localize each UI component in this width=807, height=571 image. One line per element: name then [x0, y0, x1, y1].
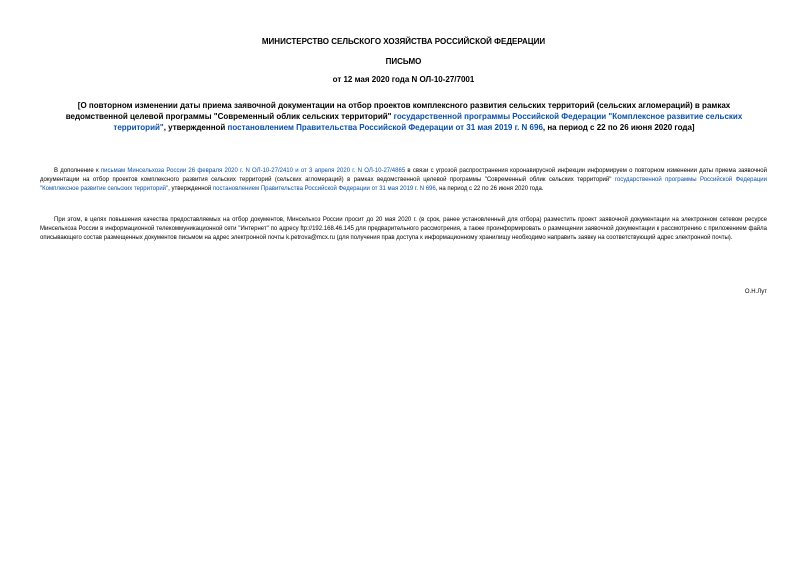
- paragraph-1-text-2: в связи с угрозой распространения коронавирусной инфекции информируем о повторном изменении даты приема заявочной документации на отбор проектов комплексного развития сельских территорий (сельских агломераций) в рамках ведомственной целевой программы "Современный облик сельских территорий": [40, 168, 767, 183]
- paragraph-1-text-1: В дополнение к: [54, 168, 101, 174]
- paragraph-2: При этом, в целях повышения качества предоставляемых на отбор документов, Минсельхоз России просит до 20 мая 2020 г. (в срок, ранее установленный для отбора) разместить проект заявочной документации на электронном сетевом ресурсе Минсельхоза России в информационной телекоммуникационной сети "Интернет" по адресу ftp://192.168.46.145 для предварительного рассмотрения, а также проинформировать о размещении заявочной документации к рассмотрению с приложением файла описывающего состав размещенных документов письмом на адрес электронной почты k.petrova@mcx.ru (для получения прав доступа к информационному хранилищу необходимо направить заявку на соответствующий адрес электронной почты).: [40, 217, 767, 241]
- document-date-number: от 12 мая 2020 года N ОЛ-10-27/7001: [332, 75, 475, 84]
- subject-text-3: , на период с 22 по 26 июня 2020 года]: [542, 123, 695, 132]
- paragraph-1-link-ministry-letters[interactable]: письмам Минсельхоза России 26 февраля 2020 г. N ОЛ-10-27/2410 и от 3 апреля 2020 г. N ОЛ-10-27/4865: [100, 168, 406, 174]
- paragraph-1-link-state-program[interactable]: государственной программы Российской Федерации "Комплексное развитие сельских территорий": [40, 176, 767, 192]
- ministry-heading: МИНИСТЕРСТВО СЕЛЬСКОГО ХОЗЯЙСТВА РОССИЙСКОЙ ФЕДЕРАЦИИ: [261, 37, 546, 46]
- signature: О.Н.Лут: [744, 289, 767, 295]
- subject-text-2: , утвержденной: [163, 123, 228, 132]
- subject-link-state-program[interactable]: государственной программы Российской Федерации "Комплексное развитие сельских территорий": [113, 112, 743, 132]
- paragraph-1: [40, 167, 767, 193]
- subject-link-government-decree[interactable]: постановлением Правительства Российской Федерации от 31 мая 2019 г. N 696: [227, 123, 543, 132]
- document-subject: [52, 100, 756, 133]
- subject-text-1: [О повторном изменении даты приема заявочной документации на отбор проектов комплексного развития сельских территорий (сельских агломераций) в рамках ведомственной целевой программы "Современный облик сельских территорий": [65, 101, 731, 121]
- paragraph-1-text-4: , на период с 22 по 26 июня 2020 года.: [435, 185, 544, 192]
- document-type-heading: ПИСЬМО: [385, 57, 422, 66]
- paragraph-1-link-government-decree[interactable]: постановлением Правительства Российской Федерации от 31 мая 2019 г. N 696: [212, 185, 436, 192]
- paragraph-1-text-3: , утвержденной: [168, 185, 213, 192]
